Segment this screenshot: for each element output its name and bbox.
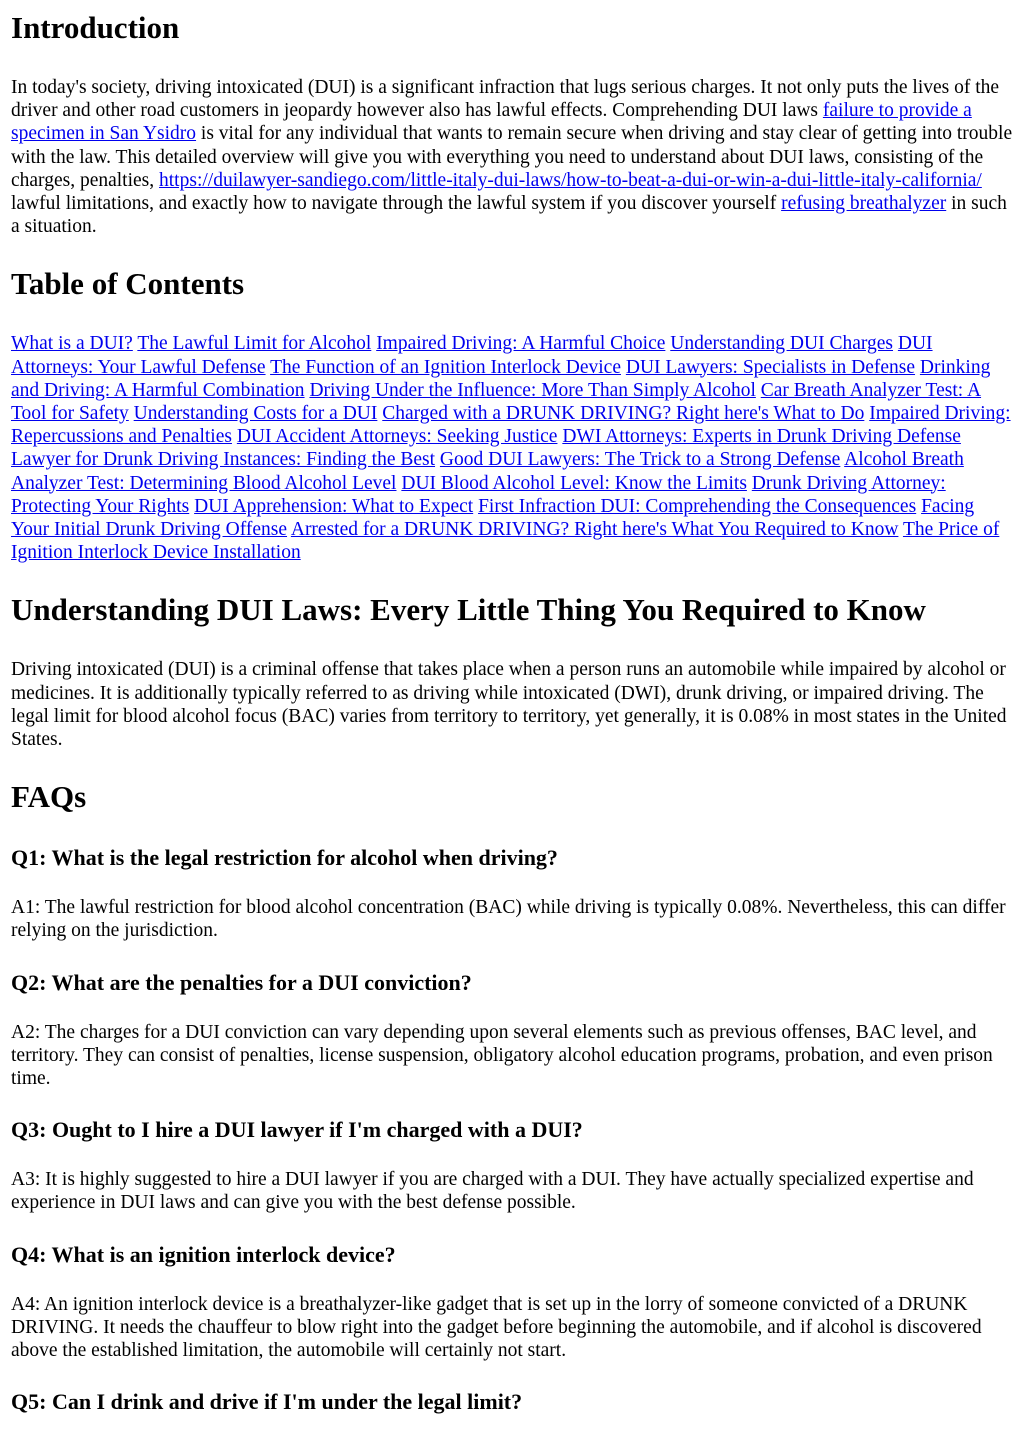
toc-link[interactable]: Understanding Costs for a DUI	[133, 403, 378, 425]
toc-link[interactable]: DUI Accident Attorneys: Seeking Justice	[236, 426, 558, 448]
toc-link[interactable]: Arrested for a DRUNK DRIVING? Right here's What You Required to Know	[290, 519, 899, 541]
toc-link[interactable]: Alcohol Breath Analyzer Test: Determining Blood Alcohol Level	[11, 449, 964, 494]
faq-question: Q4: What is an ignition interlock device?	[11, 1241, 396, 1267]
toc-link[interactable]: Charged with a DRUNK DRIVING? Right here's What to Do	[382, 403, 865, 425]
toc-link[interactable]: DUI Attorneys: Your Lawful Defense	[11, 333, 933, 378]
intro-link-specimen[interactable]: failure to provide a specimen in San Ysidro	[11, 100, 972, 145]
toc-link[interactable]: Understanding DUI Charges	[670, 333, 894, 355]
toc-link[interactable]: Drunk Driving Attorney: Protecting Your Rights	[11, 472, 946, 517]
faq-answer: A1: The lawful restriction for blood alcohol concentration (BAC) while driving is typically 0.08%. Nevertheless, this can differ relying on the jurisdiction.	[11, 897, 1006, 942]
toc-link[interactable]: First Infraction DUI: Comprehending the Consequences	[478, 495, 917, 517]
laws-heading: Understanding DUI Laws: Every Little Thing You Required to Know	[11, 592, 926, 628]
intro-link-breathalyzer[interactable]: refusing breathalyzer	[781, 193, 947, 215]
laws-paragraph: Driving intoxicated (DUI) is a criminal offense that takes place when a person runs an automobile while impaired by alcohol or medicines. It is additionally typically referred to as driving while intoxicated (DWI), drunk driving, or impaired driving. The legal limit for blood alcohol focus (BAC) varies from territory to territory, yet generally, it is 0.08% in most states in the United States.	[11, 659, 1007, 751]
toc-link[interactable]: Driving Under the Influence: More Than Simply Alcohol	[309, 379, 756, 401]
toc-link[interactable]: Drinking and Driving: A Harmful Combination	[11, 356, 991, 401]
toc-link[interactable]: Lawyer for Drunk Driving Instances: Finding the Best	[11, 449, 436, 471]
faq-answer: A3: It is highly suggested to hire a DUI lawyer if you are charged with a DUI. They have actually specialized expertise and experience in DUI laws and can give you with the best defense possible.	[11, 1169, 974, 1214]
toc-link[interactable]: DUI Lawyers: Specialists in Defense	[625, 356, 916, 378]
toc-list	[11, 332, 1014, 564]
faq-answer: A4: An ignition interlock device is a breathalyzer-like gadget that is set up in the lorry of someone convicted of a DRUNK DRIVING. It needs the chauffeur to blow right into the gadget before beginning the automobile, and if alcohol is discovered above the established limitation, the automobile will certainly not start.	[11, 1293, 982, 1362]
faq-question: Q1: What is the legal restriction for alcohol when driving?	[11, 845, 558, 871]
toc-link[interactable]: The Function of an Ignition Interlock Device	[270, 356, 621, 378]
intro-paragraph	[11, 76, 1014, 238]
intro-text-2: is vital for any individual that wants to remain secure when driving and stay clear of getting into trouble with the law. This detailed overview will give you with everything you need to understand about DUI laws, consisting of the charges, penalties,	[11, 123, 1013, 191]
faq-answer: A2: The charges for a DUI conviction can vary depending upon several elements such as previous offenses, BAC level, and territory. They can consist of penalties, license suspension, obligatory alcohol education programs, probation, and even prison time.	[11, 1021, 993, 1090]
faq-question: Q2: What are the penalties for a DUI conviction?	[11, 969, 472, 995]
toc-link[interactable]: Car Breath Analyzer Test: A Tool for Safety	[11, 379, 982, 425]
toc-link[interactable]: The Lawful Limit for Alcohol	[137, 333, 372, 355]
toc-heading: Table of Contents	[11, 266, 245, 302]
toc-link[interactable]: Impaired Driving: Repercussions and Penalties	[11, 403, 1011, 448]
toc-link[interactable]: Impaired Driving: A Harmful Choice	[376, 333, 666, 355]
toc-link[interactable]: DUI Apprehension: What to Expect	[194, 495, 474, 517]
faq-question: Q5: Can I drink and drive if I'm under the legal limit?	[11, 1389, 523, 1415]
intro-link-url[interactable]: https://duilawyer-sandiego.com/little-italy-dui-laws/how-to-beat-a-dui-or-win-a-dui-little-italy-california/	[159, 169, 982, 191]
intro-text-1: In today's society, driving intoxicated (DUI) is a significant infraction that lugs serious charges. It not only puts the lives of the driver and other road customers in jeopardy however also has lawful effects. Comprehending DUI laws	[11, 77, 1000, 122]
toc-link[interactable]: Facing Your Initial Drunk Driving Offense	[11, 495, 975, 541]
toc-link[interactable]: Good DUI Lawyers: The Trick to a Strong Defense	[439, 449, 841, 471]
toc-link[interactable]: The Price of Ignition Interlock Device Installation	[11, 519, 1000, 564]
intro-heading: Introduction	[11, 10, 180, 45]
toc-link[interactable]: What is a DUI?	[11, 333, 133, 355]
faq-question: Q3: Ought to I hire a DUI lawyer if I'm charged with a DUI?	[11, 1117, 583, 1143]
faqs-heading: FAQs	[11, 779, 87, 815]
toc-link[interactable]: DUI Blood Alcohol Level: Know the Limits	[401, 472, 747, 494]
intro-text-3: lawful limitations, and exactly how to navigate through the lawful system if you discover yourself	[11, 193, 782, 215]
toc-link[interactable]: DWI Attorneys: Experts in Drunk Driving Defense	[562, 426, 961, 448]
intro-text-4: in such a situation.	[11, 193, 1007, 238]
